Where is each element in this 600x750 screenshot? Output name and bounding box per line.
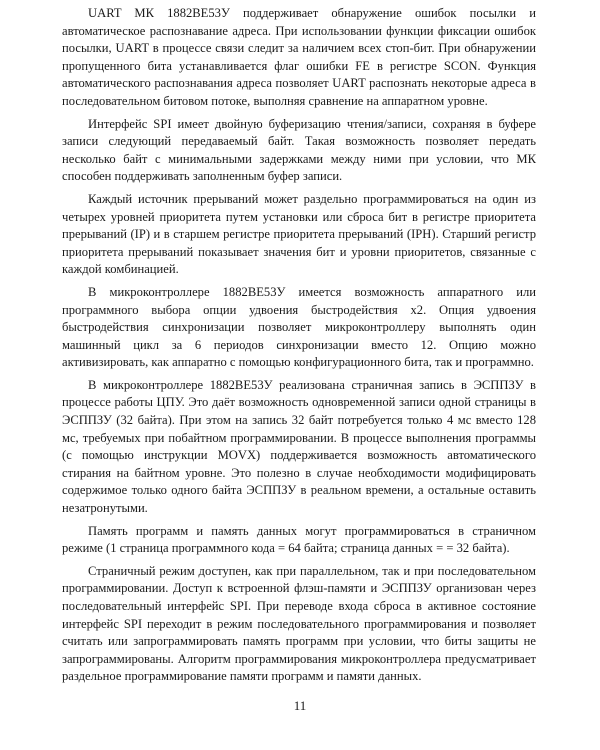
paragraph-page-mode-memory: Память программ и память данных могут программироваться в страничном режиме (1 страница программного кода = 64 байта; страница данных = = 32 байта). bbox=[62, 523, 536, 556]
paragraph-spi: Интерфейс SPI имеет двойную буферизацию чтения/записи, сохраняя в буфере записи следующий передаваемый байт. Такая возможность позволяет передать несколько байт с минимальными задержками между ними при условии, что МК способен поддерживать заполненным буфер записи. bbox=[62, 116, 536, 184]
paragraph-interrupt-priority: Каждый источник прерываний может раздельно программироваться на один из четырех уровней приоритета путем установки или сброса бит в регистре приоритета прерываний (IP) и в старшем регистре приоритета прерываний (IPH). Старший регистр приоритета прерываний показывает значения бит и уровни приоритетов, связанные с каждой комбинацией. bbox=[62, 191, 536, 277]
paragraph-eeprom-page-write: В микроконтроллере 1882ВЕ53У реализована страничная запись в ЭСППЗУ в процессе работы ЦПУ. Это даёт возможность одновременной записи одной страницы в ЭСППЗУ (32 байта). При этом на запись 32 байт потребуется только 4 мс вместо 128 мс, требуемых при побайтном программировании. В процессе выполнения программы (с помощью инструкции MOVX) поддерживается возможность автоматического стирания на байтном уровне. Это полезно в случае необходимости модифицировать содержимое только одного байта ЭСППЗУ в реальном времени, а остальные оставить незатронутыми. bbox=[62, 377, 536, 516]
paragraph-uart: UART МК 1882ВЕ53У поддерживает обнаружение ошибок посылки и автоматическое распознавание адреса. При использовании функции фиксации ошибок посылки, UART в процессе связи следит за наличием всех стоп-бит. При обнаружении пропущенного бита устанавливается флаг ошибки FE в регистре SCON. Функция автоматического распознавания адреса позволяет UART распознать некоторые адреса в последовательном битовом потоке, выполняя сравнение на аппаратном уровне. bbox=[62, 6, 536, 108]
page-number: 11 bbox=[293, 698, 307, 713]
paragraph-serial-programming: Страничный режим доступен, как при параллельном, так и при последовательном программировании. Доступ к встроенной флэш-памяти и ЭСППЗУ организован через последовательный интерфейс SPI. При переводе входа сброса в активное состояние интерфейс SPI переходит в режим последовательного программирования и позволяет считать или запрограммировать память программ при условии, что биты защиты не запрограммированы. Алгоритм программирования микроконтроллера предусматривает раздельное программирование памяти программ и памяти данных. bbox=[62, 563, 536, 684]
document-page bbox=[62, 5, 536, 691]
paragraph-speed-doubling: В микроконтроллере 1882ВЕ53У имеется возможность аппаратного или программного выбора опции удвоения быстродействия х2. Опция удвоения быстродействия синхронизации позволяет микроконтроллеру выполнять один машинный цикл за 6 периодов синхронизации вместо 12. Опцию можно активизировать, как аппаратно с помощью конфигурационного бита, так и программно. bbox=[62, 284, 536, 370]
